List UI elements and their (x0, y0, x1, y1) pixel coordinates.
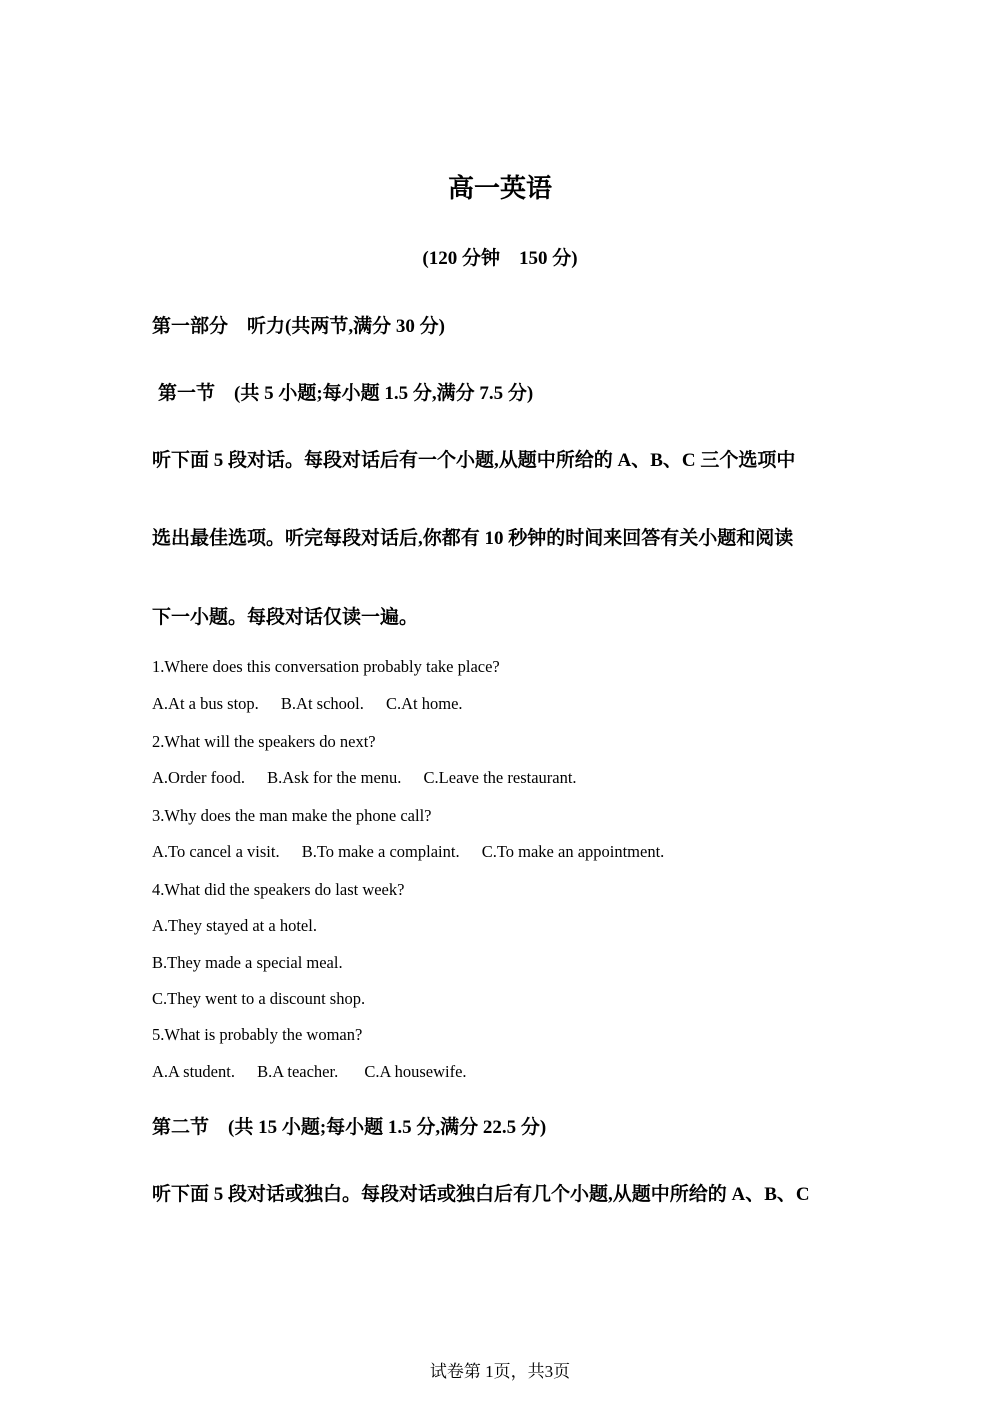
option-b: B.To make a complaint. (301, 842, 460, 861)
question-options (152, 1062, 467, 1082)
exam-duration-score: (120 分钟 150 分) (422, 248, 578, 269)
option-c: C.Leave the restaurant. (423, 768, 577, 787)
question-stem: 5.What is probably the woman? (152, 1025, 363, 1044)
section1-heading: 第一节 (共 5 小题;每小题 1.5 分,满分 7.5 分) (158, 383, 534, 404)
page-footer: 试卷第 1页，共3页 (429, 1362, 571, 1381)
option-b: B.Ask for the menu. (267, 768, 402, 787)
option-c: C.They went to a discount shop. (152, 989, 366, 1008)
option-c: C.A housewife. (364, 1062, 467, 1081)
option-a: A.A student. (152, 1062, 235, 1081)
section1-instruction-line: 下一小题。每段对话仅读一遍。 (152, 607, 419, 628)
part1-heading: 第一部分 听力(共两节,满分 30 分) (152, 316, 445, 337)
option-a: A.Order food. (152, 768, 246, 787)
option-a: A.To cancel a visit. (152, 842, 280, 861)
option-c: C.To make an appointment. (481, 842, 665, 861)
section1-instruction-line: 选出最佳选项。听完每段对话后,你都有 10 秒钟的时间来回答有关小题和阅读 (152, 528, 794, 549)
question-options (152, 842, 664, 862)
question-stem: 4.What did the speakers do last week? (152, 880, 405, 899)
option-a: A.At a bus stop. (152, 694, 259, 713)
question-stem: 2.What will the speakers do next? (152, 732, 376, 751)
question-options (152, 694, 463, 714)
option-a: A.They stayed at a hotel. (152, 916, 317, 935)
question-stem: 3.Why does the man make the phone call? (152, 806, 432, 825)
option-c: C.At home. (386, 694, 463, 713)
section2-heading: 第二节 (共 15 小题;每小题 1.5 分,满分 22.5 分) (152, 1117, 547, 1138)
section1-instruction-line: 听下面 5 段对话。每段对话后有一个小题,从题中所给的 A、B、C 三个选项中 (152, 450, 796, 471)
exam-title: 高一英语 (447, 174, 552, 203)
option-b: B.At school. (280, 694, 364, 713)
option-b: B.A teacher. (257, 1062, 339, 1081)
question-options (152, 768, 577, 788)
question-stem: 1.Where does this conversation probably take place? (152, 657, 500, 676)
option-b: B.They made a special meal. (152, 953, 343, 972)
section2-instruction-line: 听下面 5 段对话或独白。每段对话或独白后有几个小题,从题中所给的 A、B、C (152, 1184, 810, 1205)
